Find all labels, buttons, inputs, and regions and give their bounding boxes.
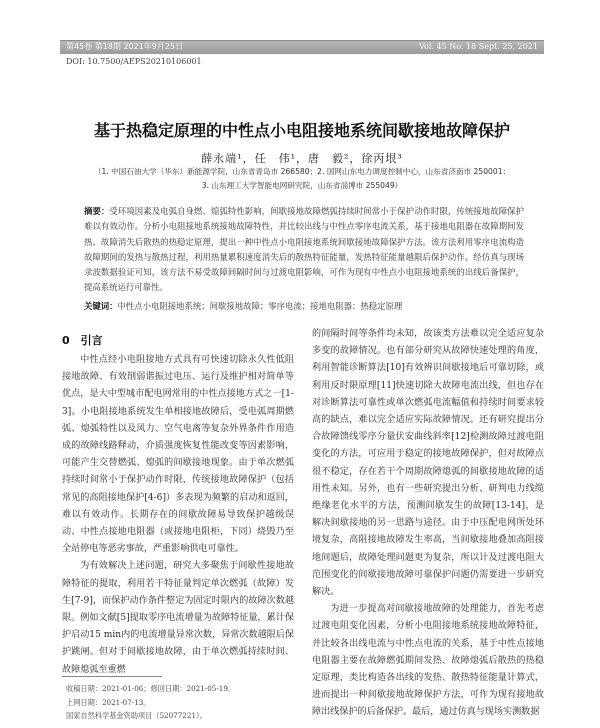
footnotes (66, 682, 235, 723)
affiliation-line-2: 3. 山东理工大学智能电网研究院，山东省淄博市 255049） (201, 181, 403, 190)
abstract-label: 摘要： (84, 206, 110, 216)
paragraph: 的间隔时间等条件均未知，故该类方法难以完全适应复杂多变的故障情况。也有部分研究从故障快速处理的角度，利用智能诊断算法[10]有效辨识间歇接地后可靠切除，或利用反时限原理[11]快速切除大故障电流出线，但也存在对诊断算法可靠性或单次燃弧电流幅值和持续时间要求较高的缺点，难以完全适应实际故障情况。还有研究提出分合故障馈线零序分量伏安曲线斜率[12]检测故障过渡电阻变化的方法，可应用于稳定的接地故障保护，但对故障点很不稳定，存在若干个周期故障熄弧的间歇接地故障的适用性未知。另外，也有一些研究提出分析、研判电力线缆绝缘老化水平的方法，预测间歇发生的故障[13-14]，是解决间歇接地的另一思路与途径。由于中压配电网所处环境复杂，高阻接地故障发生率高，当间歇接地叠加高阻接地间题后，故障处理问题更为复杂，所以计及过渡电阻大范围变化的间歇接地故障可靠保护问题仍需要进一步研究解决。 (312, 329, 544, 598)
doi: DOI: 10.7500/AEPS20210106001 (66, 57, 202, 66)
authors: 薛永端¹，任 伟¹，唐 毅²，徐丙垠³ (201, 152, 403, 165)
abstract-text: 受环境因素及电弧自身燃、熄弧特性影响，间歇接地故障燃弧持续时间常小于保护动作时限，传统接地故障保护难以有效动作。分析小电阻接地系统接地故障特性，并比较出线与中性点零序电流关系，基于接地电阻器在故障期间发热、故障消失后散热的热稳定原理，提出一种中性点小电阻接地系统间歇接地故障保护方法。该方法利用零序电流构造故障期间的发热与散热过程，利用热量累积速度消失后的散热特征能量，发热特征能量越限后保护动作。经仿真与现场录波数据验证可知，该方法不易受故障间隔时间与过渡电阻影响，可作为现有中性点小电阻接地系统的出线后备保护，提高系统运行可靠性。 (84, 206, 524, 293)
abstract (84, 204, 524, 296)
journal-issue: 第45卷 第18期 2021年9月25日 (66, 42, 184, 51)
keywords (84, 300, 524, 312)
journal-issue-en: Vol. 45 No. 18 Sept. 25, 2021 (419, 42, 538, 51)
footnote-funding: 国家自然科学基金资助项目（52077221）。 (66, 711, 207, 720)
footnote-online: 上网日期：2021-07-13。 (66, 697, 151, 707)
affiliation-line-1: （1. 中国石油大学（华东）新能源学院，山东省青岛市 266580；2. 国网山东电力调度控制中心，山东省济南市 250001； (93, 167, 511, 176)
section-heading: 0 引言 (62, 334, 103, 347)
paragraph: 为进一步提高对间歇接地故障的处理能力，首先考虑过渡电阻变化因素，分析小电阻接地系统接地故障特征，并比较各出线电流与中性点电流的关系，基于中性点接地电阻器主要在故障燃弧期间发热、故障熄弧后散热的热稳定原理，类比构造各出线的发热、散热特征能量计算式，进而提出一种间歇接地故障保护方法，可作为现有接地故障出线保护的后备保护。最后，通过仿真与现场实测数据 (312, 604, 544, 718)
paragraph: 中性点经小电阻接地方式具有可快速切除永久性低阻接地故障、有效削弱谐振过电压、运行及维护相对简单等优点，是大中型城市配电网常用的中性点接地方式之一[1-3]。小电阻接地系统发生单相接地故障后，受电弧周期燃弧、熄弧特性以及风力、空气电离等复杂外界条件作用造成的故障线路释动，介质强度恢复性能改变等因素影响，可能产生交替燃弧、熄弧的间歇接地现象。由于单次燃弧持续时间常小于保护动作时限，传统接地故障保护（包括常见的高阻接地保护[4-6]）多表现为频繁的启动和返回，难以有效动作。长期存在的间歇故障易导致保护越级误动、中性点接地电阻器（或接地电阻柜，下同）烧毁乃至全站停电等恶劣事故，严重影响供电可靠性。 (62, 355, 294, 555)
paragraph: 为有效解决上述问题，研究大多聚焦于间歇性接地故障特征的提取，利用若干特征量判定单次燃弧（故障）发生[7-9]，而保护动作条件整定为固定时限内的故障次数越限。例如文献[5]提取零序电流增量为故障特征量，累计保护启动15 min内的电流增量异常次数，异常次数越限后保护跳闸。但对于间歇接地故障，由于单次燃弧持续时间、故障熄弧至重燃 (62, 561, 294, 675)
keywords-label: 关键词： (84, 301, 118, 311)
right-column (312, 326, 544, 722)
keywords-text: 中性点小电阻接地系统；间歇接地故障；零序电流；接地电阻器；热稳定原理 (117, 301, 403, 311)
footnote-received: 收稿日期：2021-01-06；修回日期：2021-05-19。 (66, 684, 236, 693)
left-column (62, 352, 294, 679)
footnote-rule (62, 676, 162, 677)
paper-title: 基于热稳定原理的中性点小电阻接地系统间歇接地故障保护 (93, 121, 510, 140)
